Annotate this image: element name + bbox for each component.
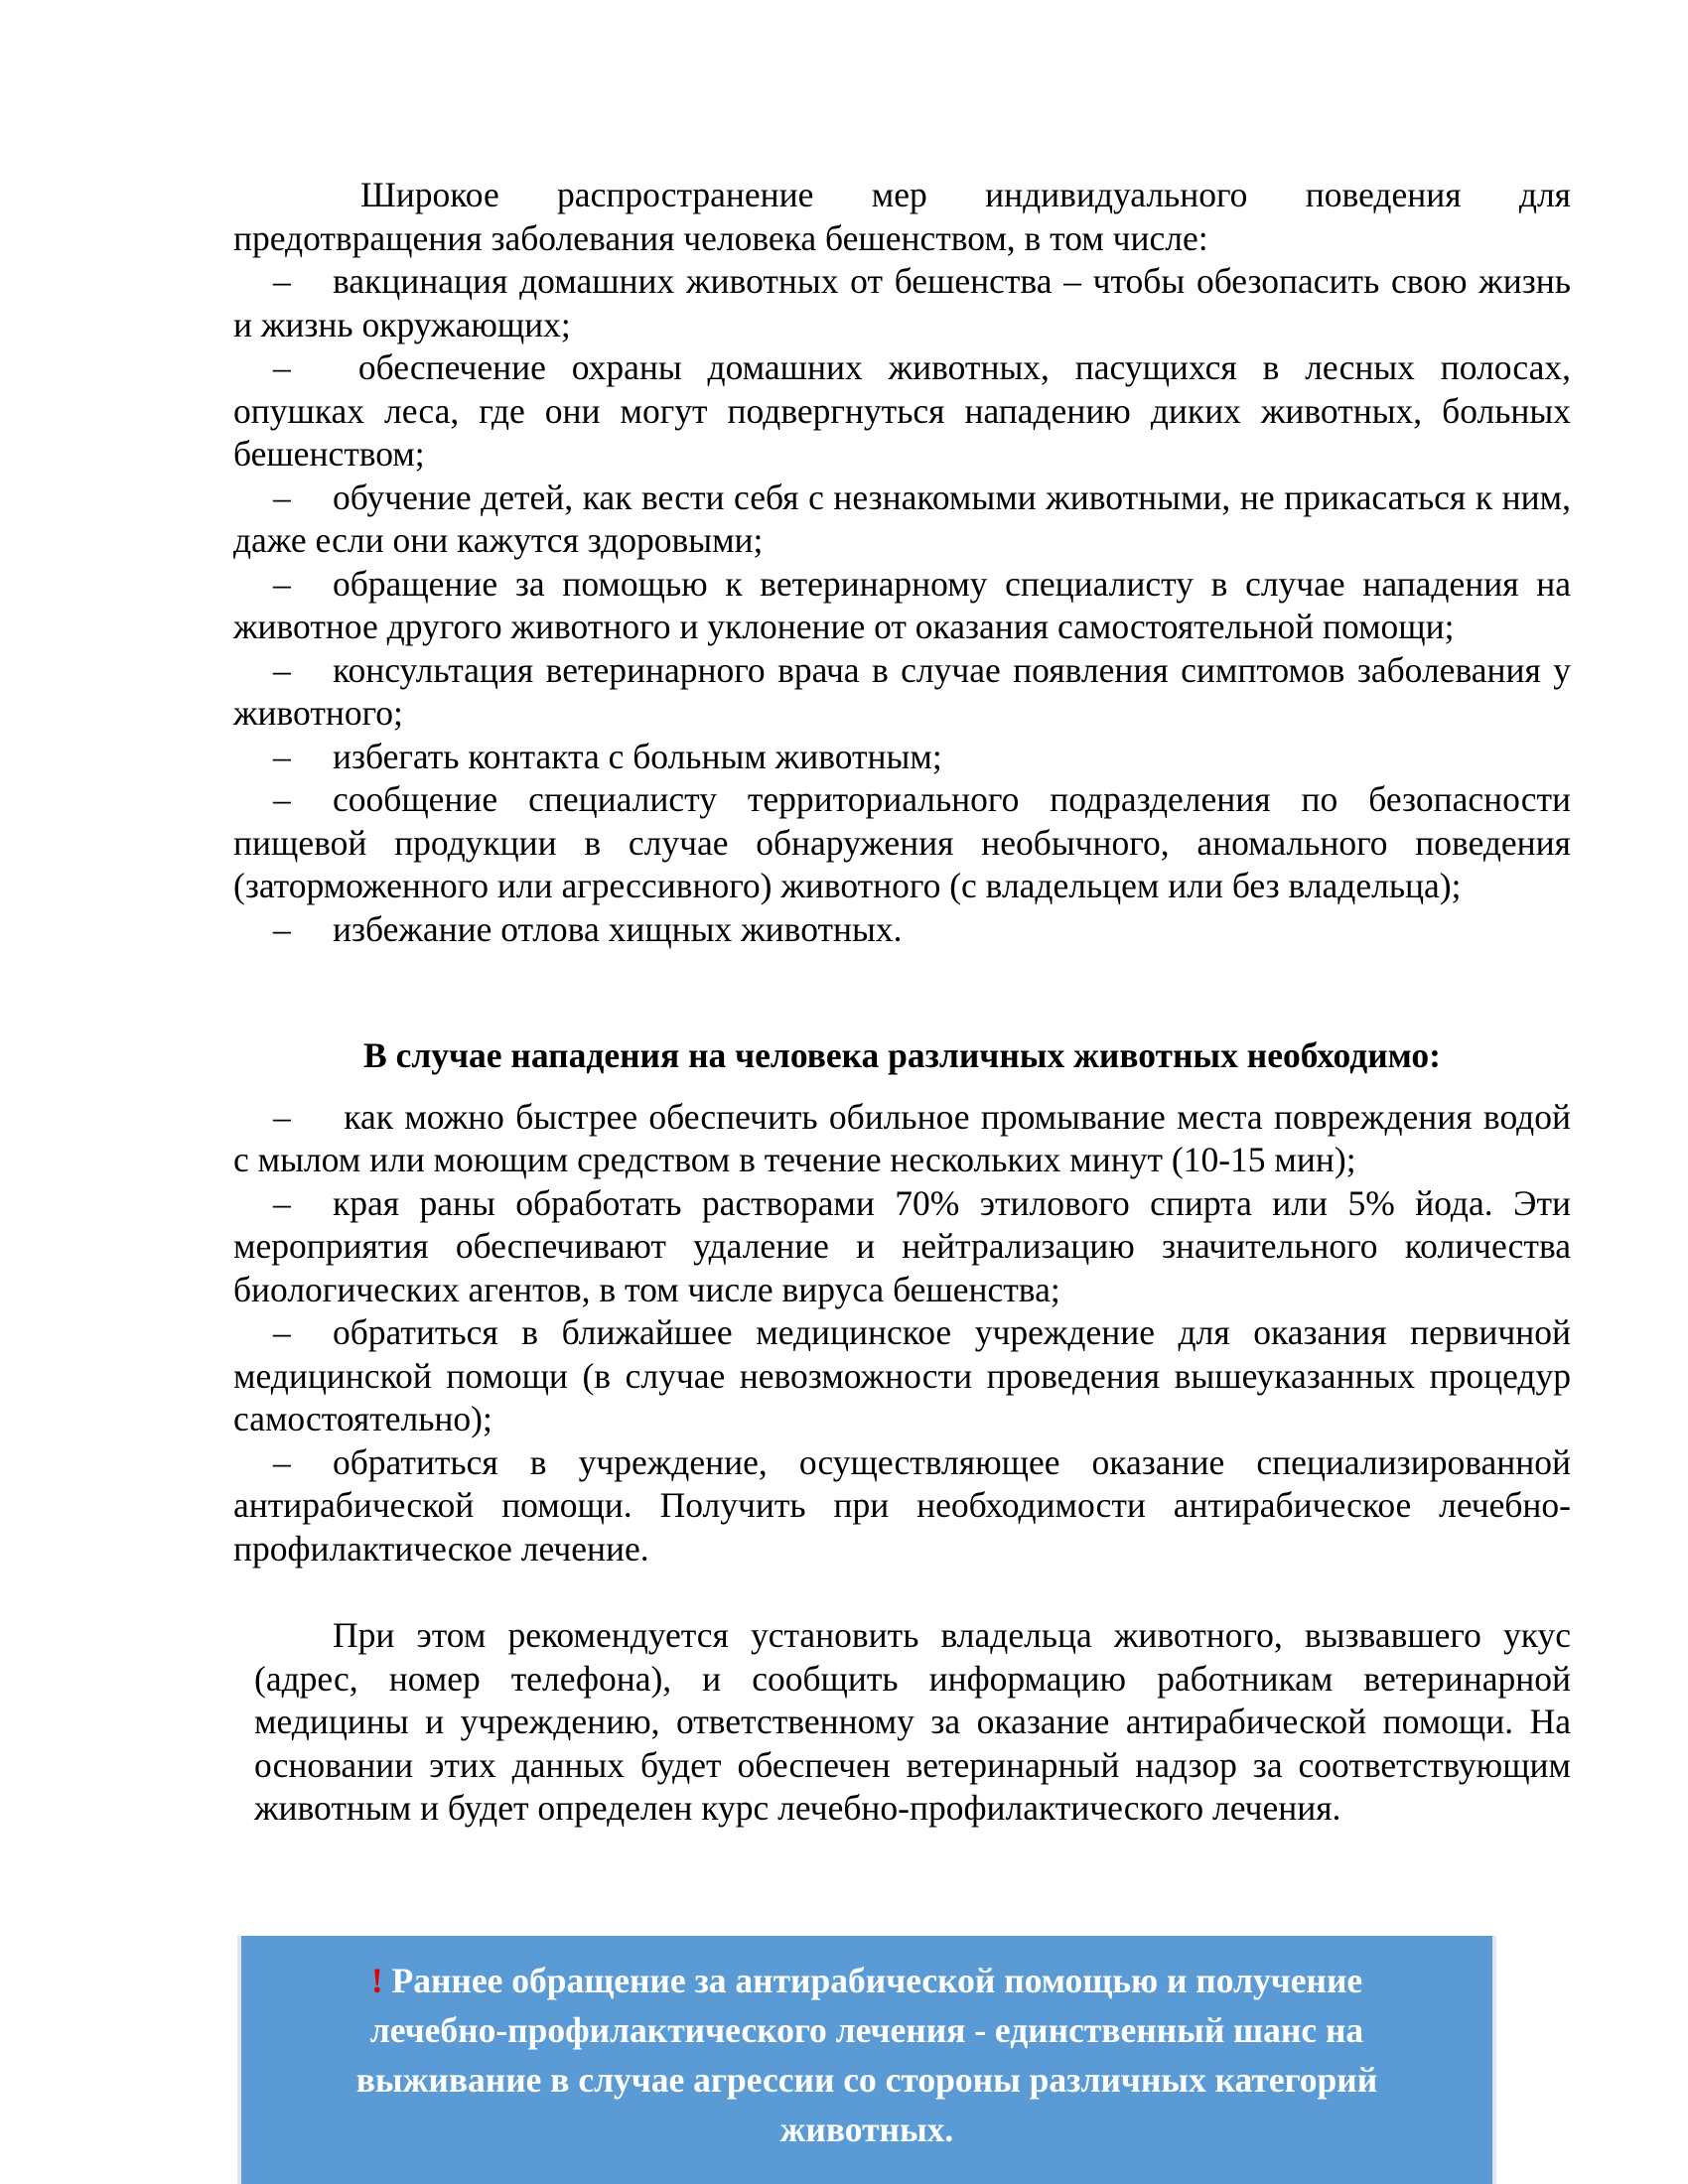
warning-callout	[237, 1936, 1496, 2184]
list-dash: –	[273, 779, 291, 819]
warning-text: Раннее обращение за антирабической помощью и получение лечебно-профилактического лечения - единственный шанс на выживание в случае агрессии со стороны различных категорий животных.	[355, 1961, 1378, 2149]
list-item: – обратиться в ближайшее медицинское учреждение для оказания первичной медицинской помощи (в случае невозможности проведения вышеуказанных процедур самостоятельно);	[233, 1312, 1571, 1438]
list-item: – сообщение специалисту территориального подразделения по безопасности пищевой продукции в случае обнаружения необычного, аномального поведения (заторможенного или агрессивного) животного (с владельцем или без владельца);	[233, 779, 1571, 905]
list-item: – обеспечение охраны домашних животных, пасущихся в лесных полосах, опушках леса, где они могут подвергнуться нападению диких животных, больных бешенством;	[233, 347, 1571, 474]
intro-paragraph: Широкое распространение мер индивидуального поведения для предотвращения заболевания человека бешенством, в том числе:	[233, 175, 1571, 258]
prevention-list	[233, 260, 1571, 951]
exclamation-icon: !	[370, 1961, 383, 2000]
list-item: – обращение за помощью к ветеринарному специалисту в случае нападения на животное другого животного и уклонение от оказания самостоятельной помощи;	[233, 563, 1571, 646]
document-body	[233, 174, 1571, 1831]
list-dash: –	[273, 477, 291, 517]
list-dash: –	[273, 649, 291, 690]
list-dash: –	[273, 736, 291, 776]
list-item: – обратиться в учреждение, осуществляющее оказание специализированной антирабической помощи. Получить при необходимости антирабическое лечебно-профилактическое лечение.	[233, 1441, 1571, 1569]
list-dash: –	[273, 908, 291, 949]
list-item: – как можно быстрее обеспечить обильное промывание места повреждения водой с мылом или моющим средством в течение нескольких минут (10-15 мин);	[233, 1096, 1571, 1179]
list-item: – избежание отлова хищных животных.	[233, 908, 1571, 952]
list-dash: –	[273, 1096, 291, 1137]
list-dash: –	[273, 261, 291, 301]
list-dash: –	[273, 1312, 291, 1352]
list-dash: –	[273, 347, 291, 387]
recommendation-paragraph: При этом рекомендуется установить владельца животного, вызвавшего укус (адрес, номер телефона), и сообщить информацию работникам ветеринарной медицины и учреждению, ответственному за оказание антирабической помощи. На основании этих данных будет обеспечен ветеринарный надзор за соответствующим животным и будет определен курс лечебно-профилактического лечения.	[254, 1615, 1571, 1828]
list-dash: –	[273, 1182, 291, 1223]
list-item: – обучение детей, как вести себя с незнакомыми животными, не прикасаться к ним, даже если они кажутся здоровыми;	[233, 477, 1571, 560]
list-dash: –	[273, 1441, 291, 1482]
list-item: – консультация ветеринарного врача в случае появления симптомов заболевания у животного;	[233, 649, 1571, 733]
list-item: – избегать контакта с больным животным;	[233, 736, 1571, 779]
list-dash: –	[273, 563, 291, 604]
list-item: – края раны обработать растворами 70% этилового спирта или 5% йода. Эти мероприятия обеспечивают удаление и нейтрализацию значительного количества биологических агентов, в том числе вируса бешенства;	[233, 1182, 1571, 1309]
first-aid-list	[233, 1096, 1571, 1571]
list-item: – вакцинация домашних животных от бешенства – чтобы обезопасить свою жизнь и жизнь окружающих;	[233, 261, 1571, 344]
section-heading: В случае нападения на человека различных животных необходимо:	[363, 1035, 1441, 1075]
